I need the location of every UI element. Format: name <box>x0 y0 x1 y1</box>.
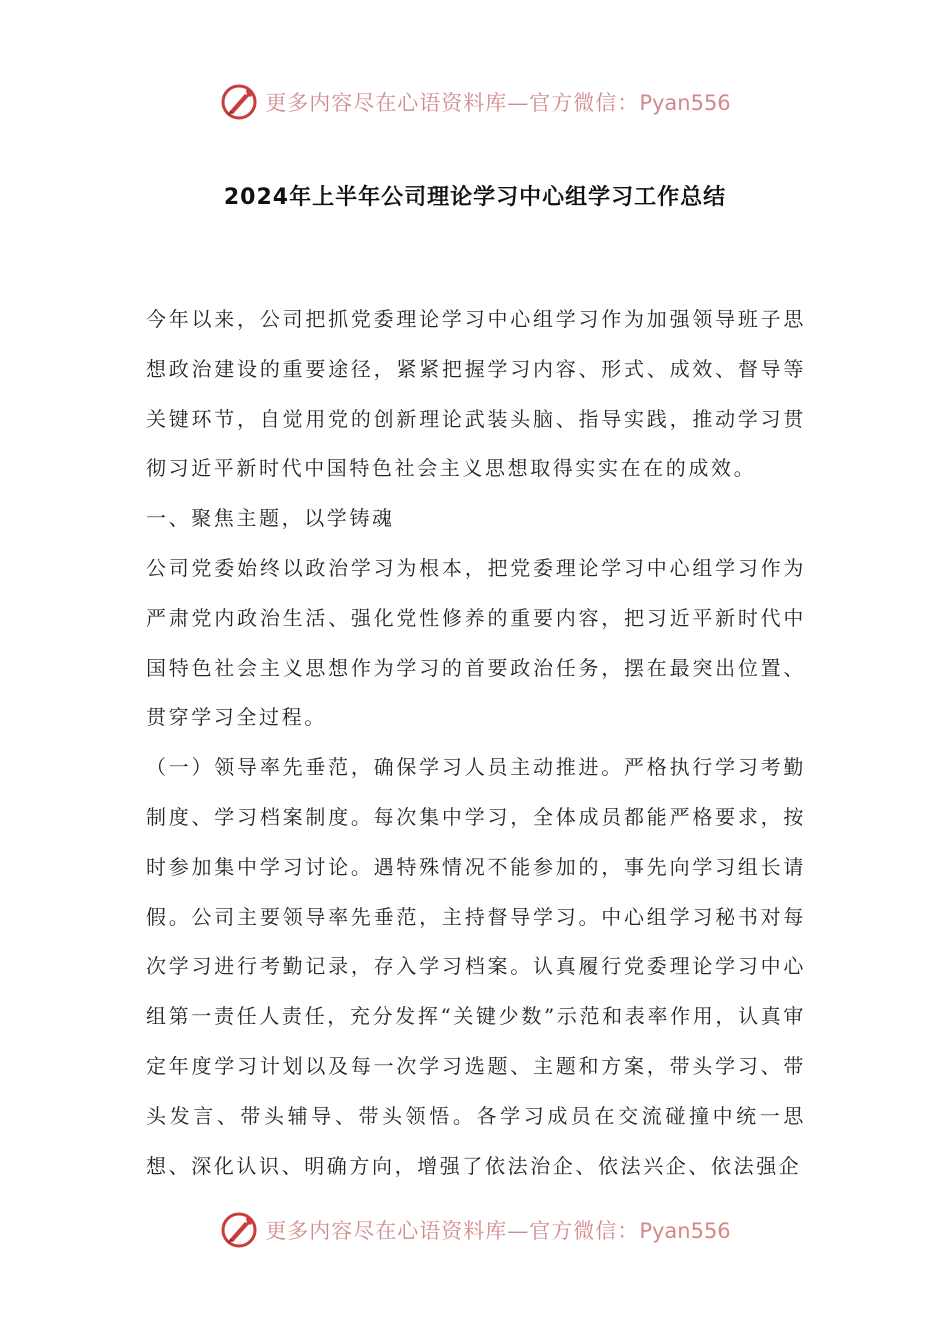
section-heading: 一、聚焦主题，以学铸魂 <box>146 506 395 531</box>
watermark-header <box>0 80 950 124</box>
document-body <box>146 295 806 1191</box>
watermark-footer <box>0 1208 950 1252</box>
paragraph-subsection-one: （一）领导率先垂范，确保学习人员主动推进。严格执行学习考勤制度、学习档案制度。每次集中学习，全体成员都能严格要求，按时参加集中学习讨论。遇特殊情况不能参加的，事先向学习组长请假。公司主要领导率先垂范，主持督导学习。中心组学习秘书对每次学习进行考勤记录，存入学习档案。认真履行党委理论学习中心组第一责任人责任，充分发挥“关键少数”示范和表率作用，认真审定年度学习计划以及每一次学习选题、主题和方案，带头学习、带头发言、带头辅导、带头领悟。各学习成员在交流碰撞中统一思想、深化认识、明确方向，增强了依法治企、依法兴企、依法强企 <box>146 755 806 1178</box>
document-title: 2024年上半年公司理论学习中心组学习工作总结 <box>223 185 727 210</box>
pen-logo-icon <box>219 82 259 122</box>
paragraph-section-one: 公司党委始终以政治学习为根本，把党委理论学习中心组学习作为严肃党内政治生活、强化党性修养的重要内容，把习近平新时代中国特色社会主义思想作为学习的首要政治任务，摆在最突出位置、贯穿学习全过程。 <box>146 555 806 730</box>
pen-logo-icon <box>219 1210 259 1250</box>
watermark-text: 更多内容尽在心语资料库—官方微信：Pyan556 <box>265 91 731 115</box>
paragraph-intro: 今年以来，公司把抓党委理论学习中心组学习作为加强领导班子思想政治建设的重要途径，紧紧把握学习内容、形式、成效、督导等关键环节，自觉用党的创新理论武装头脑、指导实践，推动学习贯彻习近平新时代中国特色社会主义思想取得实实在在的成效。 <box>146 307 806 481</box>
watermark-text: 更多内容尽在心语资料库—官方微信：Pyan556 <box>265 1219 731 1243</box>
